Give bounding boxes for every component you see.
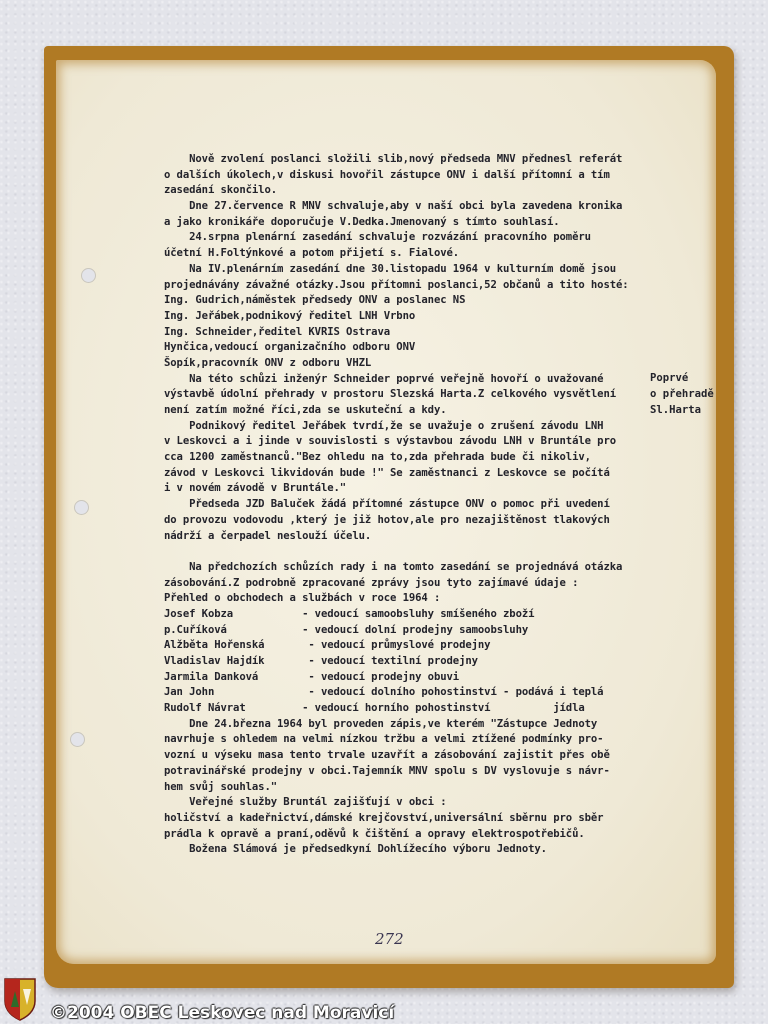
copyright-footer: ©2004 OBEC Leskovec nad Moravicí [50,1003,395,1023]
text-line: prádla k opravě a praní,oděvů k čištění a opravy elektrospotřebičů. [164,827,585,840]
text-line: nádrží a čerpadel neslouží účelu. [164,529,372,542]
text-line: Na IV.plenárním zasedání dne 30.listopadu 1964 v kulturním domě jsou [164,262,617,275]
text-line: Rudolf Návrat - vedoucí horního pohostinství jídla [164,702,585,715]
text-line: není zatím možné říci,zda se uskuteční a kdy. [164,404,447,416]
text-line: vozní u výseku masa tento trvale uzavřít a zásobování zajistit přes obě [164,749,610,762]
text-line: holičství a kadeřnictví,dámské krejčovství,universální sběrnu pro sběr [164,811,604,824]
text-line: potravinářské prodejny v obci.Tajemník MNV spolu s DV vyslovuje s návr- [164,764,610,777]
text-line: Božena Slámová je předsedkyní Dohlížecího výboru Jednoty. [164,843,547,856]
text-line: Josef Kobza - vedoucí samoobsluhy smíšeného zboží [164,607,535,620]
text-line: navrhuje s ohledem na velmi nízkou tržbu a velmi ztížené podmínky pro- [164,733,604,746]
text-line: účetní H.Foltýnkové a potom přijetí s. Fialové. [164,247,460,260]
text-line: Ing. Jeřábek,podnikový ředitel LNH Vrbno [164,309,416,322]
text-line: cca 1200 zaměstnanců."Bez ohledu na to,zda přehrada bude či nikoliv, [164,451,591,464]
text-line: Ing. Schneider,ředitel KVRIS Ostrava [164,325,391,338]
text-line: zasedání skončilo. [164,184,278,197]
coat-of-arms-icon [3,977,37,1021]
page-number: 272 [375,930,404,948]
text-line: Podnikový ředitel Jeřábek tvrdí,že se uvažuje o zrušení závodu LNH [164,419,604,432]
text-line: projednávány závažné otázky.Jsou přítomni poslanci,52 občanů a tito hosté: [164,278,629,291]
text-line: hem svůj souhlas." [164,780,278,793]
punch-hole [74,500,89,515]
text-line: do provozu vodovodu ,který je již hotov,ale pro nezajištěnost tlakových [164,513,610,526]
text-line: Nově zvolení poslanci složili slib,nový předseda MNV přednesl referát [164,153,623,165]
text-line: Jarmila Danková - vedoucí prodejny obuvi [164,670,460,683]
text-line: Alžběta Hořenská - vedoucí průmyslové prodejny [164,639,491,652]
text-line: p.Cuříková - vedoucí dolní prodejny samoobsluhy [164,623,529,636]
text-line: výstavbě údolní přehrady v prostoru Slezská Harta.Z celkového vysvětlení [164,388,617,401]
text-line: o dalších úkolech,v diskusi hovořil zástupce ONV i další přítomní a tím [164,168,610,181]
text-line: Dne 27.července R MNV schvaluje,aby v naší obci byla zavedena kronika [164,200,623,213]
text-line: Veřejné služby Bruntál zajišťují v obci : [164,796,447,809]
text-line [164,544,642,560]
text-line: v Leskovci a i jinde v souvislosti s výstavbou závodu LNH v Bruntále pro [164,435,617,448]
text-line: Na předchozích schůzích rady i na tomto zasedání se projednává otázka [164,560,623,573]
text-line: Jan John - vedoucí dolního pohostinství - podává i teplá [164,686,604,699]
text-line: i v novém závodě v Bruntále." [164,482,347,495]
margin-note: Poprvé o přehradě Sl.Harta [650,372,714,416]
text-line: 24.srpna plenární zasedání schvaluje rozvázání pracovního poměru [164,231,591,244]
text-line: Přehled o obchodech a službách v roce 1964 : [164,592,441,605]
punch-hole [70,732,85,747]
text-line: Dne 24.března 1964 byl proveden zápis,ve kterém "Zástupce Jednoty [164,717,598,730]
text-line: závod v Leskovci likvidován bude !" Se zaměstnanci z Leskovce se počítá [164,466,610,479]
typewritten-text [164,152,642,858]
punch-hole [81,268,96,283]
text-line: a jako kronikáře doporučuje V.Dedka.Jmenovaný s tímto souhlasí. [164,215,560,228]
text-line: Hynčica,vedoucí organizačního odboru ONV [164,341,416,354]
text-line: Vladislav Hajdík - vedoucí textilní prodejny [164,655,478,667]
text-line: Na této schůzi inženýr Schneider poprvé veřejně hovoří o uvažované [164,372,604,385]
text-line: Šopík,pracovník ONV z odboru VHZL [164,356,372,369]
text-line: zásobování.Z podrobně zpracované zprávy jsou tyto zajímavé údaje : [164,576,579,589]
text-line: Ing. Gudrich,náměstek předsedy ONV a poslanec NS [164,294,466,307]
text-line: Předseda JZD Baluček žádá přítomné zástupce ONV o pomoc při uvedení [164,498,610,511]
